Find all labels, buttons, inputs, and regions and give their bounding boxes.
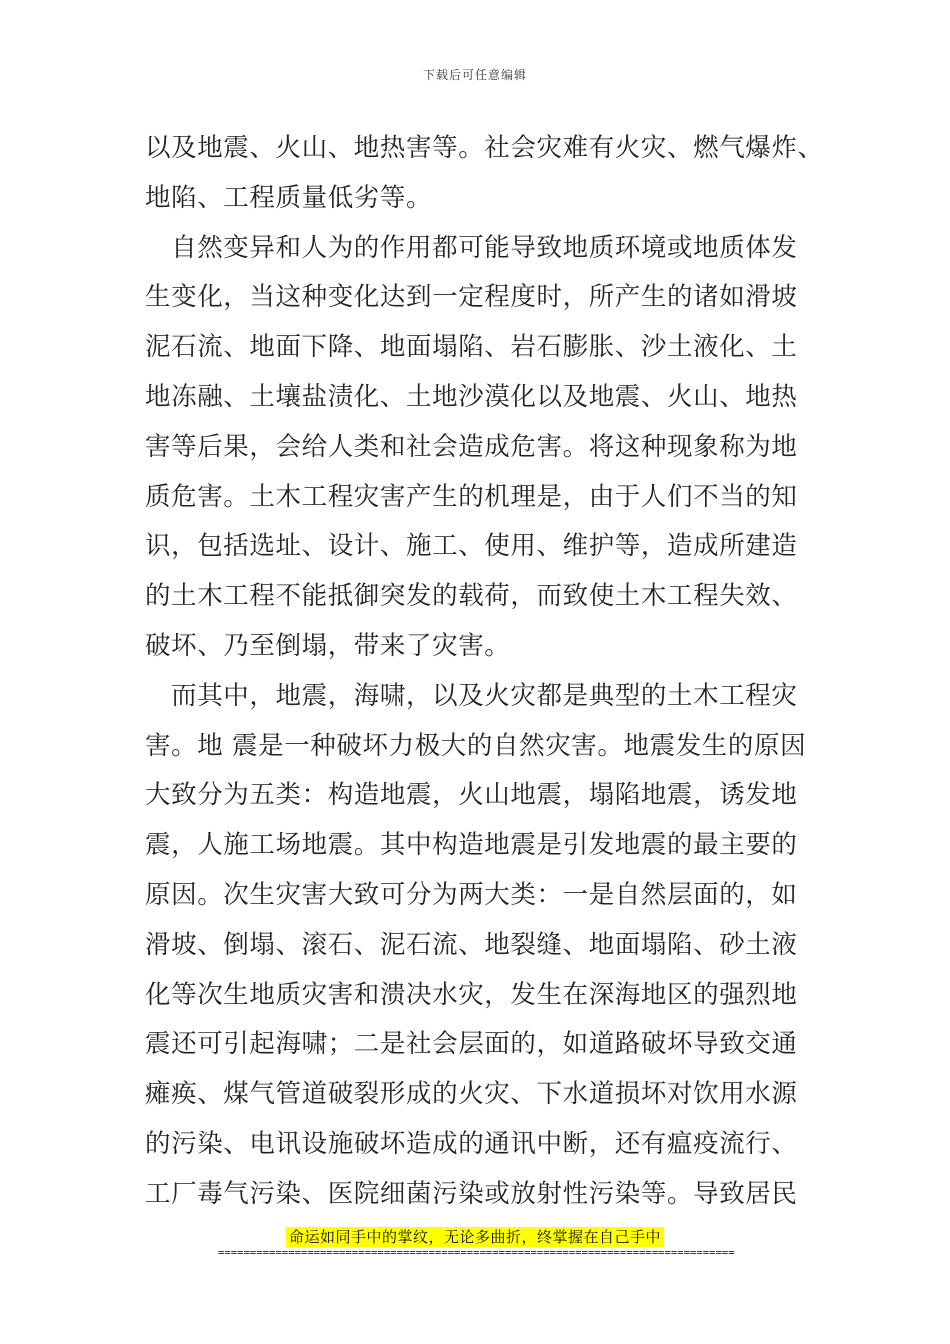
footer-divider-rule: ================================================================================= [218,1247,735,1259]
document-body [145,124,824,1220]
text-line: 震还可引起海啸；二是社会层面的，如道路破坏导致交通 [145,1029,798,1060]
text-line: 大致分为五类：构造地震，火山地震，塌陷地震，诱发地 [145,780,798,811]
footer-banner [0,1227,950,1247]
text-line: 识，包括选址、设计、施工、使用、维护等，造成所建造 [145,531,798,562]
text-line: 的污染、电讯设施破坏造成的通讯中断，还有瘟疫流行、 [145,1128,798,1159]
text-line: 破坏、乃至倒塌，带来了灾害。 [145,630,511,661]
text-line: 而其中，地震，海啸，以及火灾都是典型的土木工程灾 [145,680,798,711]
paragraph [145,124,824,224]
text-line: 的土木工程不能抵御突发的载荷，而致使土木工程失效、 [145,581,798,612]
text-line: 质危害。土木工程灾害产生的机理是，由于人们不当的知 [145,481,798,512]
text-line: 害。地 震是一种破坏力极大的自然灾害。地震发生的原因 [145,730,807,761]
text-line: 化等次生地质灾害和溃决水灾，发生在深海地区的强烈地 [145,979,798,1010]
text-line: 工厂毒气污染、医院细菌污染或放射性污染等。导致居民 [145,1178,798,1209]
text-line: 以及地震、火山、地热害等。社会灾难有火灾、燃气爆炸、 [145,133,824,163]
text-line: 害等后果，会给人类和社会造成危害。将这种现象称为地 [145,431,798,462]
text-line: 生变化，当这种变化达到一定程度时，所产生的诸如滑坡 [145,282,798,313]
text-line: 泥石流、地面下降、地面塌陷、岩石膨胀、沙土液化、土 [145,332,798,363]
paragraph [145,672,810,1220]
text-line: 自然变异和人为的作用都可能导致地质环境或地质体发 [145,232,798,263]
text-line: 滑坡、倒塌、滚石、泥石流、地裂缝、地面塌陷、砂土液 [145,929,798,960]
text-line: 地冻融、土壤盐渍化、土地沙漠化以及地震、火山、地热 [145,381,798,412]
paragraph [145,224,810,672]
page-header: 下载后可任意编辑 [422,68,527,82]
text-line: 原因。次生灾害大致可分为两大类：一是自然层面的，如 [145,879,798,910]
text-line: 地陷、工程质量低劣等。 [145,182,433,213]
text-line: 震，人施工场地震。其中构造地震是引发地震的最主要的 [145,830,798,861]
footer-slogan: 命运如同手中的掌纹，无论多曲折，终掌握在自己手中 [286,1227,664,1247]
text-line: 瘫痪、煤气管道破裂形成的火灾、下水道损坏对饮用水源 [145,1079,798,1110]
